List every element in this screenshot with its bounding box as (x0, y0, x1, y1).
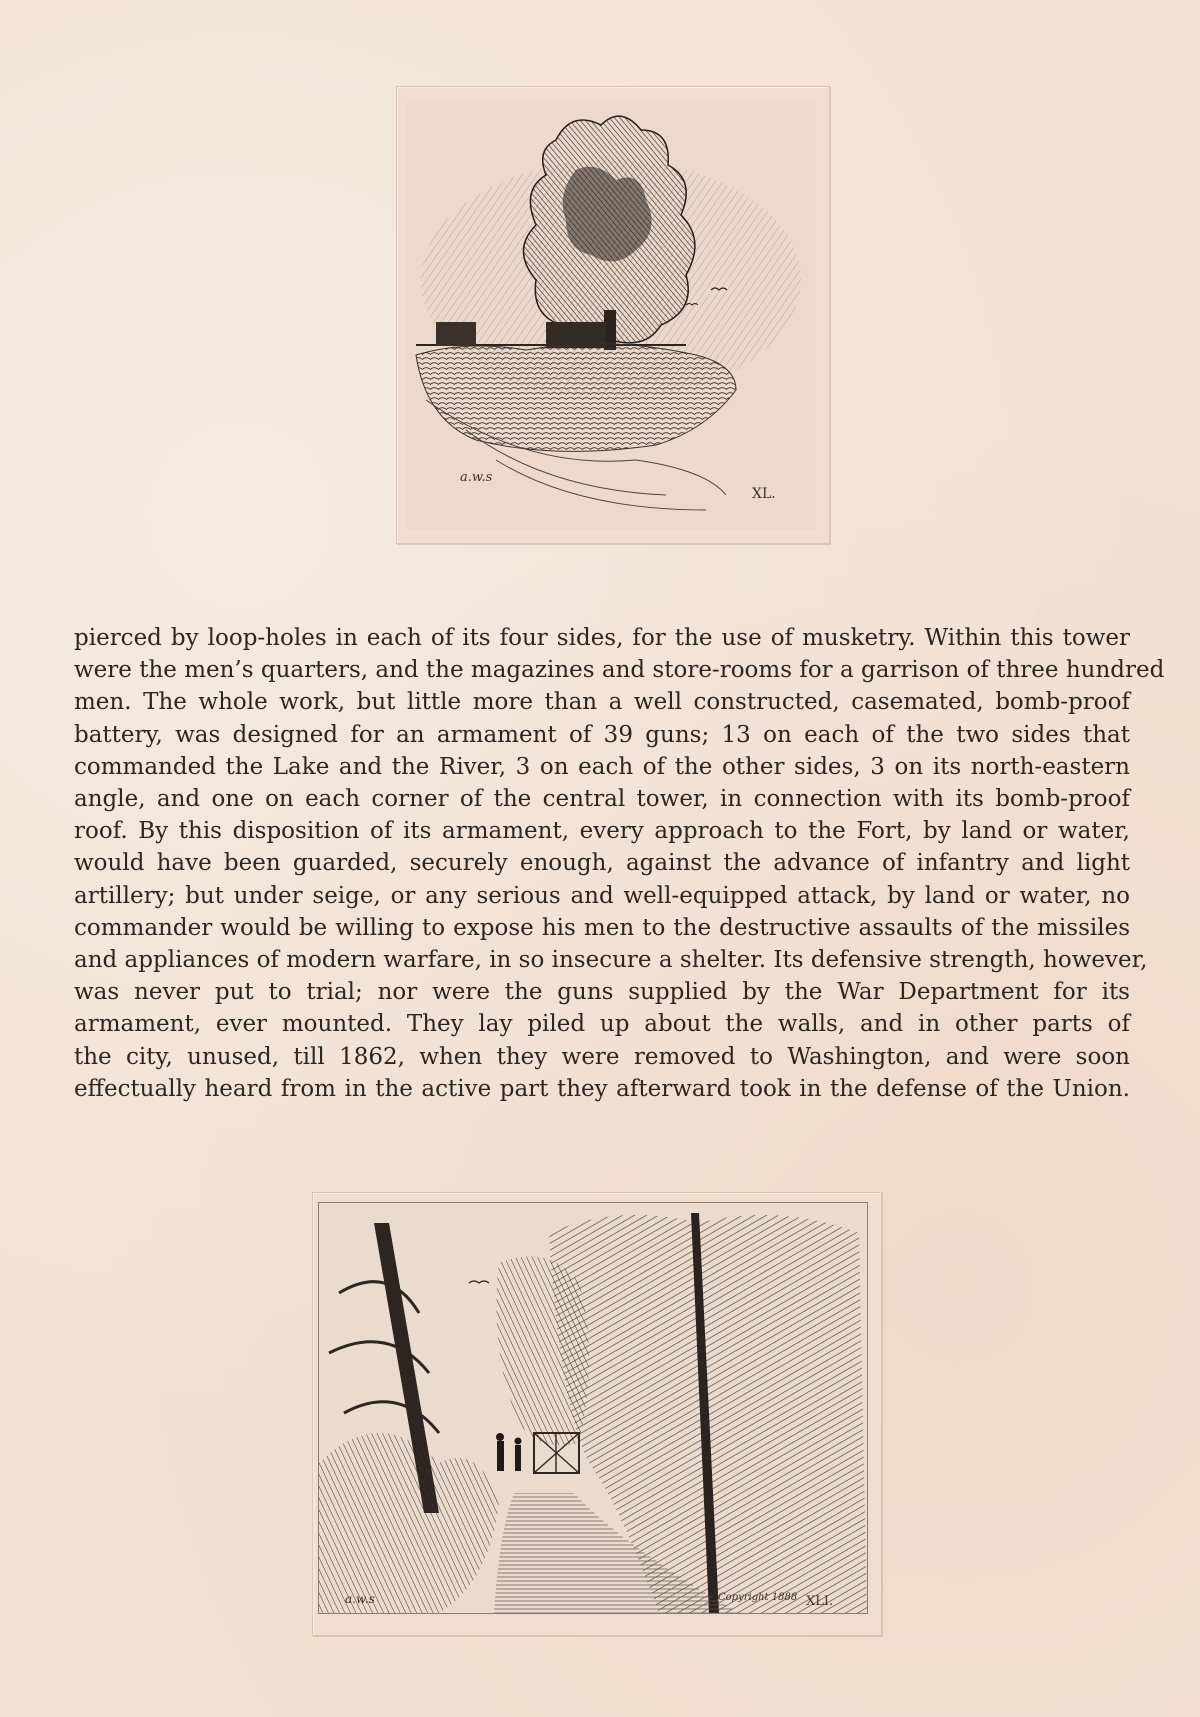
bottom-etching-image (318, 1202, 868, 1614)
body-text (74, 622, 1165, 1105)
text-line: effectually heard from in the active part they afterward took in the defense of the Union. (74, 1075, 1130, 1102)
text-line: artillery; but under seige, or any serious and well-equipped attack, by land or water, no (74, 882, 1130, 909)
text-line: roof. By this disposition of its armament, every approach to the Fort, by land or water, (74, 818, 1130, 845)
bottom-plate-number: XLI. (806, 1594, 834, 1609)
text-line: commander would be willing to expose his men to the destructive assaults of the missiles (74, 914, 1130, 941)
bottom-artist-monogram: a.w.s (345, 1592, 375, 1606)
text-line: were the men’s quarters, and the magazines and store-rooms for a garrison of three hundred (74, 657, 1165, 684)
text-line: commanded the Lake and the River, 3 on each of the other sides, 3 on its north-eastern (74, 753, 1130, 780)
text-line: was never put to trial; nor were the guns supplied by the War Department for its (74, 979, 1130, 1006)
text-line: pierced by loop-holes in each of its four sides, for the use of musketry. Within this tower (74, 625, 1130, 651)
text-line: men. The whole work, but little more than a well constructed, casemated, bomb-proof (74, 689, 1130, 716)
text-line: battery, was designed for an armament of 39 guns; 13 on each of the two sides that (74, 721, 1130, 748)
copyright-inscription: Copyright 1888 (718, 1592, 798, 1603)
text-line: angle, and one on each corner of the central tower, in connection with its bomb-proof (74, 786, 1130, 813)
text-line: would have been guarded, securely enough, against the advance of infantry and light (74, 850, 1130, 877)
tree-landscape-illustration (406, 100, 816, 530)
text-line: and appliances of modern warfare, in so insecure a shelter. Its defensive strength, however, (74, 947, 1148, 974)
text-line: the city, unused, till 1862, when they were removed to Washington, and were soon (74, 1043, 1130, 1070)
wooded-path-illustration (319, 1203, 867, 1613)
top-etching-image (406, 100, 816, 530)
top-plate-number: XL. (752, 486, 776, 502)
text-line: armament, ever mounted. They lay piled up about the walls, and in other parts of (74, 1011, 1130, 1038)
top-artist-monogram: a.w.s (460, 470, 493, 485)
